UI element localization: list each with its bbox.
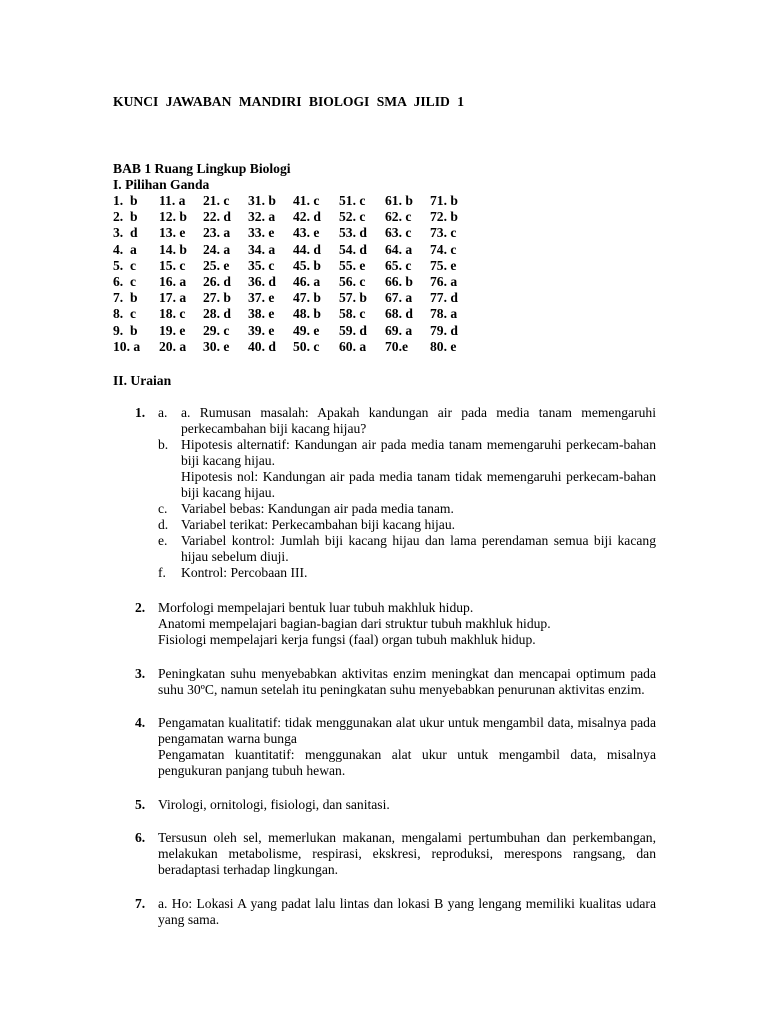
- answer-cell: 30. e: [203, 338, 230, 354]
- answer-cell: 60. a: [339, 338, 367, 354]
- answer-row: [113, 225, 470, 241]
- question-number: 7.: [135, 896, 146, 911]
- answer-cell: 23. a: [203, 225, 231, 241]
- answer-cell: 43. e: [293, 225, 320, 241]
- answer-text: Fisiologi mempelajari kerja fungsi (faal) organ tubuh makhluk hidup.: [158, 632, 536, 647]
- answer-cell: 74. c: [430, 241, 457, 257]
- answer-cell: 29. c: [203, 322, 230, 338]
- answer-1b: [158, 437, 656, 501]
- answer-cell: 14. b: [159, 241, 187, 257]
- answer-cell: 18. c: [159, 306, 186, 322]
- answer-cell: 36. d: [248, 274, 276, 290]
- question-5-answer: [158, 797, 656, 813]
- answer-cell: 71. b: [430, 193, 458, 209]
- answer-cell: 58. c: [339, 306, 366, 322]
- question-2-answer: [158, 600, 656, 648]
- answer-cell: 12. b: [159, 209, 187, 225]
- answer-cell: 9. b: [113, 322, 138, 338]
- answer-row: [113, 242, 470, 258]
- answer-cell: 24. a: [203, 241, 231, 257]
- answer-text: Variabel terikat: Perkecambahan biji kacang hijau.: [181, 517, 456, 532]
- answer-cell: 4. a: [113, 241, 137, 257]
- answer-cell: 37. e: [248, 290, 275, 306]
- answer-cell: 54. d: [339, 241, 367, 257]
- answer-cell: 35. c: [248, 257, 275, 273]
- answer-cell: 67. a: [385, 290, 413, 306]
- answer-cell: 55. e: [339, 257, 366, 273]
- answer-cell: 75. e: [430, 257, 457, 273]
- answer-cell: 26. d: [203, 274, 231, 290]
- answer-cell: 69. a: [385, 322, 413, 338]
- answer-cell: 72. b: [430, 209, 458, 225]
- question-6-answer: [158, 830, 656, 878]
- question-7-answer: [158, 896, 656, 928]
- answer-row: [113, 323, 470, 339]
- answer-cell: 16. a: [159, 274, 187, 290]
- answer-cell: 21. c: [203, 193, 230, 209]
- answer-cell: 34. a: [248, 241, 276, 257]
- question-3-answer: [158, 666, 656, 698]
- answer-text: a. Ho: Lokasi A yang padat lalu lintas dan lokasi B yang lengang memiliki kualitas udara yang sama.: [158, 896, 656, 927]
- answer-cell: 5. c: [113, 257, 137, 273]
- answer-cell: 45. b: [293, 257, 321, 273]
- item-label: a.: [158, 405, 168, 420]
- answer-cell: 65. c: [385, 257, 412, 273]
- answer-cell: 7. b: [113, 290, 138, 306]
- answer-cell: 57. b: [339, 290, 367, 306]
- answer-cell: 70.e: [385, 338, 409, 354]
- answer-cell: 3. d: [113, 225, 138, 241]
- answer-cell: 10. a: [113, 338, 141, 354]
- answer-cell: 42. d: [293, 209, 321, 225]
- question-number: 3.: [135, 666, 146, 681]
- answer-row: [113, 339, 470, 355]
- answer-cell: 20. a: [159, 338, 187, 354]
- item-label: e.: [158, 533, 168, 548]
- answer-cell: 11. a: [159, 193, 186, 209]
- answer-cell: 48. b: [293, 306, 321, 322]
- answer-cell: 1. b: [113, 193, 138, 209]
- answer-cell: 41. c: [293, 193, 320, 209]
- answer-cell: 17. a: [159, 290, 187, 306]
- answer-cell: 62. c: [385, 209, 412, 225]
- answer-cell: 19. e: [159, 322, 186, 338]
- item-label: d.: [158, 517, 169, 532]
- answer-cell: 76. a: [430, 274, 458, 290]
- section-essay-heading: II. Uraian: [113, 373, 172, 388]
- answer-cell: 66. b: [385, 274, 413, 290]
- answer-cell: 63. c: [385, 225, 412, 241]
- answer-cell: 79. d: [430, 322, 458, 338]
- answer-row: [113, 209, 470, 225]
- answer-row: [113, 193, 470, 209]
- answer-cell: 31. b: [248, 193, 276, 209]
- answer-1f: [158, 565, 656, 581]
- answer-cell: 15. c: [159, 257, 186, 273]
- question-number: 5.: [135, 797, 146, 812]
- answer-cell: 44. d: [293, 241, 321, 257]
- section-multiple-choice-heading: I. Pilihan Ganda: [113, 177, 210, 192]
- answer-text: a. Rumusan masalah: Apakah kandungan air pada media tanam memengaruhi perkecambahan biji kacang hijau?: [181, 405, 656, 436]
- answer-text: Pengamatan kualitatif: tidak menggunakan alat ukur untuk mengambil data, misalnya pada pengamatan warna bunga: [158, 715, 656, 746]
- answer-1e: [158, 533, 656, 565]
- question-number: 1.: [135, 405, 146, 420]
- answer-cell: 47. b: [293, 290, 321, 306]
- answer-text: Tersusun oleh sel, memerlukan makanan, mengalami pertumbuhan dan perkembangan, melakukan metabolisme, respirasi, ekskresi, reproduksi, merespons rangsang, dan beradaptasi terhadap lingkungan.: [158, 830, 656, 877]
- item-label: b.: [158, 437, 169, 452]
- answer-cell: 28. d: [203, 306, 231, 322]
- answer-cell: 49. e: [293, 322, 320, 338]
- item-label: c.: [158, 501, 168, 516]
- chapter-heading: BAB 1 Ruang Lingkup Biologi: [113, 161, 291, 176]
- answer-cell: 32. a: [248, 209, 276, 225]
- answer-cell: 73. c: [430, 225, 457, 241]
- answer-cell: 52. c: [339, 209, 366, 225]
- answer-text: Pengamatan kuantitatif: menggunakan alat ukur untuk mengambil data, misalnya pengukuran panjang tubuh hewan.: [158, 747, 656, 778]
- question-1-answer: [158, 405, 656, 581]
- answer-cell: 53. d: [339, 225, 367, 241]
- answer-cell: 51. c: [339, 193, 366, 209]
- answer-1d: [158, 517, 656, 533]
- answer-text: Anatomi mempelajari bagian-bagian dari struktur tubuh makhluk hidup.: [158, 616, 551, 631]
- answer-cell: 39. e: [248, 322, 275, 338]
- answer-cell: 61. b: [385, 193, 413, 209]
- answer-cell: 56. c: [339, 274, 366, 290]
- answer-row: [113, 258, 470, 274]
- answer-cell: 50. c: [293, 338, 320, 354]
- answer-text: Hipotesis alternatif: Kandungan air pada media tanam memengaruhi perkecam-bahan biji kacang hijau.: [181, 437, 656, 468]
- answer-cell: 27. b: [203, 290, 231, 306]
- answer-text: Kontrol: Percobaan III.: [181, 565, 308, 580]
- answer-text: Peningkatan suhu menyebabkan aktivitas enzim meningkat dan mencapai optimum pada suhu 30ºC, namun setelah itu peningkatan suhu menyebabkan penurunan aktivitas enzim.: [158, 666, 656, 697]
- answer-cell: 59. d: [339, 322, 367, 338]
- question-number: 6.: [135, 830, 146, 845]
- question-number: 4.: [135, 715, 146, 730]
- answer-cell: 8. c: [113, 306, 137, 322]
- answer-cell: 33. e: [248, 225, 275, 241]
- answer-1a: [158, 405, 656, 437]
- answer-cell: 13. e: [159, 225, 186, 241]
- question-4-answer: [158, 715, 656, 779]
- answer-1c: [158, 501, 656, 517]
- answer-text: Hipotesis nol: Kandungan air pada media tanam tidak memengaruhi perkecam-bahan biji kacang hijau.: [181, 469, 656, 500]
- answer-text: Morfologi mempelajari bentuk luar tubuh makhluk hidup.: [158, 600, 474, 615]
- answer-text: Virologi, ornitologi, fisiologi, dan sanitasi.: [158, 797, 390, 812]
- question-number: 2.: [135, 600, 146, 615]
- item-label: f.: [158, 565, 166, 580]
- answer-row: [113, 290, 470, 306]
- answer-cell: 46. a: [293, 274, 321, 290]
- answer-cell: 64. a: [385, 241, 413, 257]
- answer-text: Variabel kontrol: Jumlah biji kacang hijau dan lama perendaman semua biji kacang hijau sebelum diuji.: [181, 533, 656, 564]
- multiple-choice-answer-table: [113, 193, 470, 355]
- answer-cell: 2. b: [113, 209, 138, 225]
- document-title: KUNCI JAWABAN MANDIRI BIOLOGI SMA JILID 1: [113, 94, 465, 109]
- answer-cell: 78. a: [430, 306, 458, 322]
- answer-text: Variabel bebas: Kandungan air pada media tanam.: [181, 501, 454, 516]
- answer-cell: 38. e: [248, 306, 275, 322]
- answer-cell: 80. e: [430, 338, 457, 354]
- answer-cell: 22. d: [203, 209, 231, 225]
- answer-cell: 40. d: [248, 338, 276, 354]
- answer-row: [113, 306, 470, 322]
- answer-row: [113, 274, 470, 290]
- answer-cell: 77. d: [430, 290, 458, 306]
- answer-cell: 6. c: [113, 274, 137, 290]
- answer-cell: 68. d: [385, 306, 413, 322]
- answer-cell: 25. e: [203, 257, 230, 273]
